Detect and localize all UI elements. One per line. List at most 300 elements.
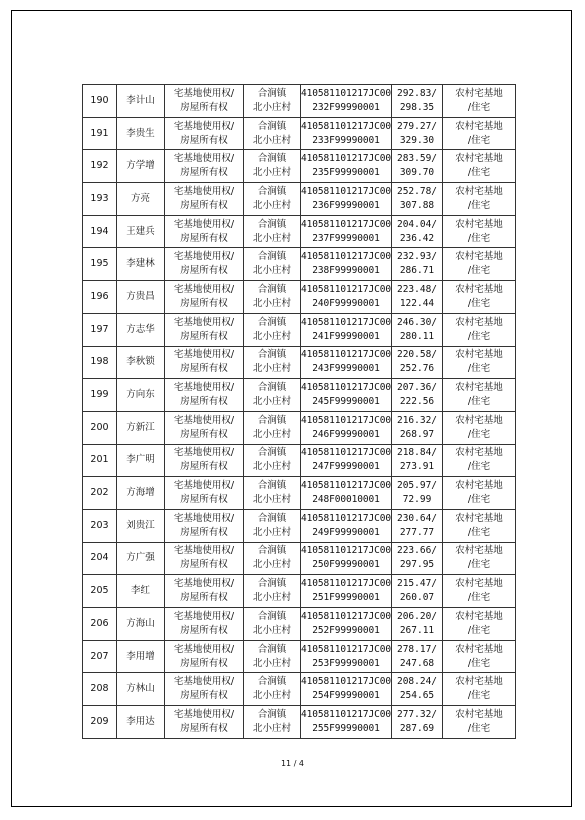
area-text: 72.99 xyxy=(402,494,432,506)
right-type-text: 宅基地使用权/ xyxy=(173,512,235,524)
land-use-text: 农村宅基地 xyxy=(455,545,503,557)
land-use-cell xyxy=(443,640,516,673)
location-text: 合涧镇 xyxy=(257,316,287,328)
land-use-text: /住宅 xyxy=(467,624,491,636)
right-type-cell xyxy=(165,477,244,510)
record-number-cell xyxy=(83,411,117,444)
right-type-text: 宅基地使用权/ xyxy=(173,480,235,492)
area-cell xyxy=(392,706,443,739)
right-type-text: 房屋所有权 xyxy=(180,461,228,473)
location-text: 合涧镇 xyxy=(257,382,287,394)
area-text: 247.68 xyxy=(399,657,435,669)
parcel-code-text: 237F99990001 xyxy=(312,232,380,244)
table-row xyxy=(83,575,516,608)
record-number-cell xyxy=(83,575,117,608)
location-text: 北小庄村 xyxy=(252,363,291,375)
right-type-text: 房屋所有权 xyxy=(180,199,228,211)
right-type-text: 宅基地使用权/ xyxy=(173,120,235,132)
owner-name-cell xyxy=(117,281,165,314)
location-text: 北小庄村 xyxy=(252,101,291,113)
owner-name-cell xyxy=(117,444,165,477)
right-type-cell xyxy=(165,117,244,150)
record-number-cell xyxy=(83,608,117,641)
area-text: 230.64/ xyxy=(396,512,438,524)
location-text: 北小庄村 xyxy=(252,396,291,408)
right-type-cell xyxy=(165,183,244,216)
record-number-text: 198 xyxy=(90,356,109,368)
land-use-cell xyxy=(443,346,516,379)
area-text: 280.11 xyxy=(399,330,435,342)
land-use-text: /住宅 xyxy=(467,232,491,244)
record-number-text: 205 xyxy=(90,585,109,597)
area-text: 232.93/ xyxy=(396,251,438,263)
land-use-text: 农村宅基地 xyxy=(455,349,503,361)
parcel-code-text: 410581101217JC00 xyxy=(301,545,391,557)
owner-name-cell xyxy=(117,85,165,118)
land-use-text: 农村宅基地 xyxy=(455,218,503,230)
record-number-text: 193 xyxy=(90,192,109,204)
right-type-cell xyxy=(165,248,244,281)
table-row xyxy=(83,706,516,739)
parcel-code-cell xyxy=(301,444,392,477)
area-text: 278.17/ xyxy=(396,643,438,655)
parcel-code-cell xyxy=(301,379,392,412)
right-type-text: 宅基地使用权/ xyxy=(173,251,235,263)
owner-name-text: 王建兵 xyxy=(126,225,155,237)
location-text: 北小庄村 xyxy=(252,526,291,538)
area-text: 307.88 xyxy=(399,199,435,211)
area-text: 252.76 xyxy=(399,363,435,375)
location-text: 北小庄村 xyxy=(252,657,291,669)
record-number-text: 207 xyxy=(90,650,109,662)
parcel-code-text: 238F99990001 xyxy=(312,265,380,277)
parcel-code-text: 410581101217JC00 xyxy=(301,120,391,132)
record-number-text: 190 xyxy=(90,94,109,106)
parcel-code-text: 246F99990001 xyxy=(312,428,380,440)
area-cell xyxy=(392,608,443,641)
land-use-text: /住宅 xyxy=(467,134,491,146)
owner-name-cell xyxy=(117,346,165,379)
area-text: 246.30/ xyxy=(396,316,438,328)
right-type-text: 房屋所有权 xyxy=(180,297,228,309)
record-number-cell xyxy=(83,477,117,510)
location-cell xyxy=(244,313,301,346)
parcel-code-cell xyxy=(301,575,392,608)
area-text: 287.69 xyxy=(399,722,435,734)
area-cell xyxy=(392,85,443,118)
area-cell xyxy=(392,346,443,379)
land-use-text: /住宅 xyxy=(467,265,491,277)
location-text: 北小庄村 xyxy=(252,559,291,571)
area-text: 277.32/ xyxy=(396,708,438,720)
land-use-text: /住宅 xyxy=(467,722,491,734)
land-use-text: /住宅 xyxy=(467,494,491,506)
area-text: 268.97 xyxy=(399,428,435,440)
area-text: 283.59/ xyxy=(396,153,438,165)
location-cell xyxy=(244,117,301,150)
land-use-cell xyxy=(443,542,516,575)
location-cell xyxy=(244,608,301,641)
parcel-code-text: 245F99990001 xyxy=(312,396,380,408)
land-use-text: 农村宅基地 xyxy=(455,643,503,655)
area-text: 204.04/ xyxy=(396,218,438,230)
area-cell xyxy=(392,313,443,346)
area-cell xyxy=(392,575,443,608)
land-use-text: /住宅 xyxy=(467,428,491,440)
location-cell xyxy=(244,150,301,183)
record-number-text: 191 xyxy=(90,127,109,139)
parcel-code-text: 410581101217JC00 xyxy=(301,153,391,165)
parcel-code-cell xyxy=(301,542,392,575)
right-type-text: 房屋所有权 xyxy=(180,722,228,734)
right-type-cell xyxy=(165,575,244,608)
area-cell xyxy=(392,379,443,412)
record-number-text: 206 xyxy=(90,617,109,629)
location-text: 合涧镇 xyxy=(257,87,287,99)
location-cell xyxy=(244,477,301,510)
record-number-cell xyxy=(83,183,117,216)
location-text: 合涧镇 xyxy=(257,447,287,459)
record-number-cell xyxy=(83,248,117,281)
location-cell xyxy=(244,509,301,542)
parcel-code-cell xyxy=(301,477,392,510)
area-cell xyxy=(392,542,443,575)
right-type-text: 宅基地使用权/ xyxy=(173,676,235,688)
owner-name-cell xyxy=(117,150,165,183)
location-text: 北小庄村 xyxy=(252,232,291,244)
right-type-cell xyxy=(165,640,244,673)
right-type-text: 房屋所有权 xyxy=(180,363,228,375)
right-type-text: 宅基地使用权/ xyxy=(173,87,235,99)
owner-name-text: 方新江 xyxy=(126,421,155,433)
owner-name-cell xyxy=(117,542,165,575)
records-table xyxy=(82,84,516,739)
parcel-code-text: 249F99990001 xyxy=(312,526,380,538)
parcel-code-text: 410581101217JC00 xyxy=(301,643,391,655)
land-use-cell xyxy=(443,706,516,739)
parcel-code-text: 240F99990001 xyxy=(312,297,380,309)
record-number-text: 202 xyxy=(90,487,109,499)
parcel-code-text: 232F99990001 xyxy=(312,101,380,113)
land-use-text: /住宅 xyxy=(467,690,491,702)
land-use-cell xyxy=(443,150,516,183)
location-cell xyxy=(244,281,301,314)
land-use-text: /住宅 xyxy=(467,592,491,604)
table-row xyxy=(83,150,516,183)
area-text: 277.77 xyxy=(399,526,435,538)
owner-name-text: 李计山 xyxy=(126,94,155,106)
area-text: 206.20/ xyxy=(396,610,438,622)
record-number-text: 199 xyxy=(90,389,109,401)
record-number-text: 209 xyxy=(90,715,109,727)
right-type-text: 宅基地使用权/ xyxy=(173,578,235,590)
location-text: 合涧镇 xyxy=(257,610,287,622)
table-row xyxy=(83,215,516,248)
area-text: 252.78/ xyxy=(396,185,438,197)
land-use-text: /住宅 xyxy=(467,297,491,309)
area-text: 205.97/ xyxy=(396,480,438,492)
right-type-text: 宅基地使用权/ xyxy=(173,545,235,557)
location-text: 北小庄村 xyxy=(252,199,291,211)
table-row xyxy=(83,183,516,216)
location-text: 北小庄村 xyxy=(252,624,291,636)
location-text: 合涧镇 xyxy=(257,708,287,720)
right-type-cell xyxy=(165,608,244,641)
location-cell xyxy=(244,640,301,673)
parcel-code-cell xyxy=(301,183,392,216)
location-cell xyxy=(244,248,301,281)
land-use-text: 农村宅基地 xyxy=(455,610,503,622)
parcel-code-cell xyxy=(301,706,392,739)
record-number-cell xyxy=(83,640,117,673)
owner-name-text: 刘贵江 xyxy=(126,519,155,531)
owner-name-text: 李红 xyxy=(130,585,150,597)
parcel-code-cell xyxy=(301,509,392,542)
location-text: 北小庄村 xyxy=(252,330,291,342)
land-use-cell xyxy=(443,281,516,314)
location-cell xyxy=(244,575,301,608)
owner-name-cell xyxy=(117,673,165,706)
parcel-code-text: 410581101217JC00 xyxy=(301,708,391,720)
parcel-code-text: 241F99990001 xyxy=(312,330,380,342)
right-type-text: 房屋所有权 xyxy=(180,494,228,506)
location-text: 合涧镇 xyxy=(257,218,287,230)
location-cell xyxy=(244,183,301,216)
land-use-text: /住宅 xyxy=(467,396,491,408)
record-number-text: 200 xyxy=(90,421,109,433)
owner-name-text: 李建林 xyxy=(126,258,155,270)
location-text: 北小庄村 xyxy=(252,428,291,440)
area-cell xyxy=(392,117,443,150)
parcel-code-text: 410581101217JC00 xyxy=(301,447,391,459)
location-text: 合涧镇 xyxy=(257,120,287,132)
owner-name-text: 李贵生 xyxy=(126,127,155,139)
parcel-code-text: 235F99990001 xyxy=(312,167,380,179)
location-cell xyxy=(244,379,301,412)
location-cell xyxy=(244,85,301,118)
area-text: 207.36/ xyxy=(396,382,438,394)
land-use-cell xyxy=(443,444,516,477)
right-type-text: 宅基地使用权/ xyxy=(173,153,235,165)
area-text: 267.11 xyxy=(399,624,435,636)
right-type-text: 房屋所有权 xyxy=(180,428,228,440)
record-number-cell xyxy=(83,150,117,183)
right-type-cell xyxy=(165,411,244,444)
owner-name-text: 李广明 xyxy=(126,454,155,466)
right-type-text: 房屋所有权 xyxy=(180,134,228,146)
location-text: 合涧镇 xyxy=(257,676,287,688)
record-number-text: 195 xyxy=(90,258,109,270)
location-text: 合涧镇 xyxy=(257,512,287,524)
parcel-code-cell xyxy=(301,313,392,346)
area-text: 254.65 xyxy=(399,690,435,702)
owner-name-text: 李秋锁 xyxy=(126,356,155,368)
right-type-cell xyxy=(165,379,244,412)
record-number-text: 204 xyxy=(90,552,109,564)
location-cell xyxy=(244,444,301,477)
owner-name-cell xyxy=(117,183,165,216)
right-type-text: 房屋所有权 xyxy=(180,559,228,571)
location-text: 合涧镇 xyxy=(257,480,287,492)
parcel-code-cell xyxy=(301,248,392,281)
right-type-cell xyxy=(165,85,244,118)
parcel-code-text: 410581101217JC00 xyxy=(301,414,391,426)
parcel-code-text: 255F99990001 xyxy=(312,722,380,734)
area-text: 236.42 xyxy=(399,232,435,244)
right-type-cell xyxy=(165,509,244,542)
owner-name-text: 李用达 xyxy=(126,715,155,727)
parcel-code-text: 233F99990001 xyxy=(312,134,380,146)
land-use-text: 农村宅基地 xyxy=(455,512,503,524)
area-cell xyxy=(392,248,443,281)
land-use-text: /住宅 xyxy=(467,526,491,538)
record-number-cell xyxy=(83,444,117,477)
area-text: 309.70 xyxy=(399,167,435,179)
record-number-text: 208 xyxy=(90,683,109,695)
area-cell xyxy=(392,640,443,673)
location-text: 合涧镇 xyxy=(257,578,287,590)
parcel-code-text: 410581101217JC00 xyxy=(301,480,391,492)
right-type-text: 宅基地使用权/ xyxy=(173,610,235,622)
right-type-text: 宅基地使用权/ xyxy=(173,643,235,655)
area-text: 260.07 xyxy=(399,592,435,604)
location-text: 合涧镇 xyxy=(257,153,287,165)
right-type-cell xyxy=(165,281,244,314)
owner-name-cell xyxy=(117,248,165,281)
record-number-cell xyxy=(83,542,117,575)
land-use-cell xyxy=(443,215,516,248)
table-row xyxy=(83,509,516,542)
parcel-code-cell xyxy=(301,215,392,248)
parcel-code-cell xyxy=(301,346,392,379)
record-number-cell xyxy=(83,379,117,412)
parcel-code-text: 410581101217JC00 xyxy=(301,283,391,295)
table-row xyxy=(83,673,516,706)
area-text: 208.24/ xyxy=(396,676,438,688)
parcel-code-cell xyxy=(301,608,392,641)
right-type-text: 房屋所有权 xyxy=(180,396,228,408)
page-number: 11 / 4 xyxy=(280,759,305,768)
right-type-text: 房屋所有权 xyxy=(180,167,228,179)
parcel-code-text: 410581101217JC00 xyxy=(301,382,391,394)
owner-name-text: 方向东 xyxy=(126,389,155,401)
land-use-text: 农村宅基地 xyxy=(455,578,503,590)
area-cell xyxy=(392,411,443,444)
table-row xyxy=(83,85,516,118)
land-use-cell xyxy=(443,85,516,118)
right-type-text: 宅基地使用权/ xyxy=(173,218,235,230)
right-type-text: 房屋所有权 xyxy=(180,265,228,277)
right-type-text: 房屋所有权 xyxy=(180,101,228,113)
location-text: 北小庄村 xyxy=(252,690,291,702)
record-number-cell xyxy=(83,673,117,706)
record-number-cell xyxy=(83,117,117,150)
right-type-text: 宅基地使用权/ xyxy=(173,382,235,394)
parcel-code-text: 410581101217JC00 xyxy=(301,610,391,622)
right-type-text: 房屋所有权 xyxy=(180,690,228,702)
area-text: 292.83/ xyxy=(396,87,438,99)
owner-name-text: 方海山 xyxy=(126,617,155,629)
parcel-code-cell xyxy=(301,673,392,706)
right-type-text: 宅基地使用权/ xyxy=(173,349,235,361)
land-use-text: /住宅 xyxy=(467,461,491,473)
area-text: 215.47/ xyxy=(396,578,438,590)
location-cell xyxy=(244,215,301,248)
right-type-text: 房屋所有权 xyxy=(180,624,228,636)
parcel-code-text: 410581101217JC00 xyxy=(301,185,391,197)
land-use-text: 农村宅基地 xyxy=(455,414,503,426)
land-use-text: 农村宅基地 xyxy=(455,251,503,263)
area-cell xyxy=(392,215,443,248)
parcel-code-text: 253F99990001 xyxy=(312,657,380,669)
location-text: 合涧镇 xyxy=(257,414,287,426)
land-use-text: 农村宅基地 xyxy=(455,316,503,328)
owner-name-text: 方志华 xyxy=(126,323,155,335)
land-use-text: /住宅 xyxy=(467,167,491,179)
right-type-cell xyxy=(165,313,244,346)
right-type-cell xyxy=(165,542,244,575)
owner-name-cell xyxy=(117,117,165,150)
land-use-text: 农村宅基地 xyxy=(455,283,503,295)
record-number-text: 196 xyxy=(90,290,109,302)
location-text: 合涧镇 xyxy=(257,643,287,655)
record-number-cell xyxy=(83,706,117,739)
land-use-text: 农村宅基地 xyxy=(455,382,503,394)
table-row xyxy=(83,411,516,444)
right-type-cell xyxy=(165,673,244,706)
right-type-cell xyxy=(165,444,244,477)
parcel-code-text: 410581101217JC00 xyxy=(301,316,391,328)
land-use-cell xyxy=(443,477,516,510)
parcel-code-cell xyxy=(301,411,392,444)
area-cell xyxy=(392,281,443,314)
land-use-cell xyxy=(443,509,516,542)
parcel-code-cell xyxy=(301,85,392,118)
parcel-code-text: 252F99990001 xyxy=(312,624,380,636)
area-cell xyxy=(392,673,443,706)
location-text: 合涧镇 xyxy=(257,251,287,263)
record-number-cell xyxy=(83,346,117,379)
parcel-code-text: 410581101217JC00 xyxy=(301,218,391,230)
land-use-cell xyxy=(443,379,516,412)
parcel-code-text: 410581101217JC00 xyxy=(301,578,391,590)
owner-name-cell xyxy=(117,379,165,412)
area-text: 273.91 xyxy=(399,461,435,473)
parcel-code-cell xyxy=(301,117,392,150)
land-use-text: 农村宅基地 xyxy=(455,676,503,688)
area-cell xyxy=(392,477,443,510)
right-type-text: 房屋所有权 xyxy=(180,232,228,244)
area-text: 223.66/ xyxy=(396,545,438,557)
owner-name-cell xyxy=(117,313,165,346)
location-cell xyxy=(244,346,301,379)
land-use-cell xyxy=(443,673,516,706)
land-use-text: /住宅 xyxy=(467,657,491,669)
land-use-text: 农村宅基地 xyxy=(455,120,503,132)
area-cell xyxy=(392,150,443,183)
land-use-text: 农村宅基地 xyxy=(455,87,503,99)
area-text: 297.95 xyxy=(399,559,435,571)
area-text: 298.35 xyxy=(399,101,435,113)
land-use-cell xyxy=(443,117,516,150)
owner-name-cell xyxy=(117,706,165,739)
right-type-cell xyxy=(165,706,244,739)
owner-name-cell xyxy=(117,477,165,510)
right-type-text: 房屋所有权 xyxy=(180,592,228,604)
land-use-text: 农村宅基地 xyxy=(455,480,503,492)
record-number-cell xyxy=(83,313,117,346)
right-type-text: 宅基地使用权/ xyxy=(173,316,235,328)
